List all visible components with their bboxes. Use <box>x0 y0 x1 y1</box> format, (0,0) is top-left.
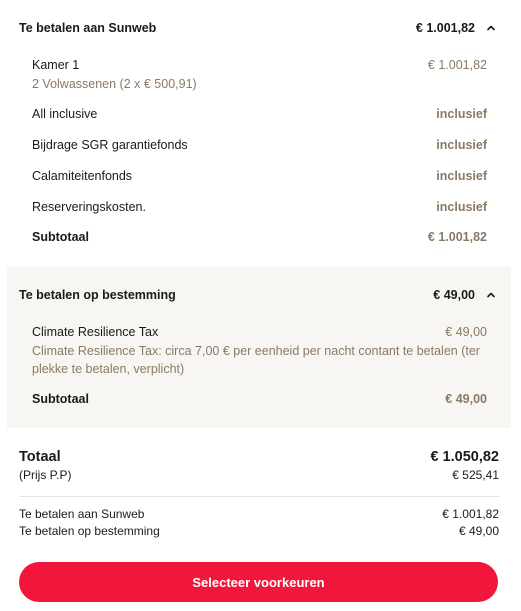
line-item-label: Bijdrage SGR garantiefonds <box>32 138 188 152</box>
line-item-sgr <box>32 138 487 152</box>
line-item-label: All inclusive <box>32 107 98 121</box>
total-value: € 1.050,82 <box>430 449 499 465</box>
totals-block <box>19 449 499 482</box>
line-item-label: Reserveringskosten. <box>32 200 146 214</box>
price-pp-label: (Prijs P.P) <box>19 468 72 482</box>
sunweb-payment-section <box>7 0 511 262</box>
subtotal-label: Subtotaal <box>32 392 89 406</box>
chevron-up-icon[interactable] <box>485 289 497 301</box>
line-item-label: Calamiteitenfonds <box>32 169 133 183</box>
destination-section-header[interactable] <box>19 285 497 305</box>
select-preferences-button[interactable]: Selecteer voorkeuren <box>19 562 498 602</box>
sunweb-section-title: Te betalen aan Sunweb <box>19 21 157 35</box>
sunweb-subtotal <box>32 230 487 244</box>
totals-divider <box>19 496 499 497</box>
pay-sunweb-label: Te betalen aan Sunweb <box>19 507 145 521</box>
line-item-reservering <box>32 200 487 214</box>
line-item-label: Kamer 1 <box>32 58 80 72</box>
line-item-value: inclusief <box>436 169 487 183</box>
sunweb-section-header[interactable] <box>19 18 497 38</box>
destination-section-amount: € 49,00 <box>433 288 475 302</box>
price-pp-row <box>19 468 499 482</box>
subtotal-value: € 49,00 <box>445 392 487 406</box>
sunweb-section-amount: € 1.001,82 <box>415 21 475 35</box>
destination-section-title: Te betalen op bestemming <box>19 288 176 302</box>
total-label: Totaal <box>19 449 61 465</box>
subtotal-label: Subtotaal <box>32 230 89 244</box>
destination-payment-section <box>7 267 511 428</box>
payment-split-block <box>19 507 499 538</box>
pay-destination-value: € 49,00 <box>458 524 499 538</box>
line-item-value: € 49,00 <box>445 325 487 339</box>
line-item-room-detail: 2 Volwassenen (2 x € 500,91) <box>32 77 197 91</box>
line-item-value: € 1.001,82 <box>427 58 487 72</box>
total-row <box>19 449 499 465</box>
line-item-label: Climate Resilience Tax <box>32 325 159 339</box>
destination-subtotal <box>32 392 487 406</box>
line-item-room <box>32 58 487 72</box>
line-item-value: inclusief <box>436 200 487 214</box>
line-item-value: inclusief <box>436 107 487 121</box>
line-item-calamiteitenfonds <box>32 169 487 183</box>
line-item-value: inclusief <box>436 138 487 152</box>
pay-sunweb-value: € 1.001,82 <box>442 507 499 521</box>
line-item-climate-tax-detail: Climate Resilience Tax: circa 7,00 € per eenheid per nacht contant te betalen (ter plekke te betalen, verplicht) <box>32 344 480 376</box>
line-item-all-inclusive <box>32 107 487 121</box>
chevron-up-icon[interactable] <box>485 22 497 34</box>
pay-destination-row <box>19 524 499 538</box>
line-item-climate-tax <box>32 325 487 339</box>
pay-sunweb-row <box>19 507 499 521</box>
price-pp-value: € 525,41 <box>452 468 499 482</box>
pay-destination-label: Te betalen op bestemming <box>19 524 160 538</box>
subtotal-value: € 1.001,82 <box>427 230 487 244</box>
